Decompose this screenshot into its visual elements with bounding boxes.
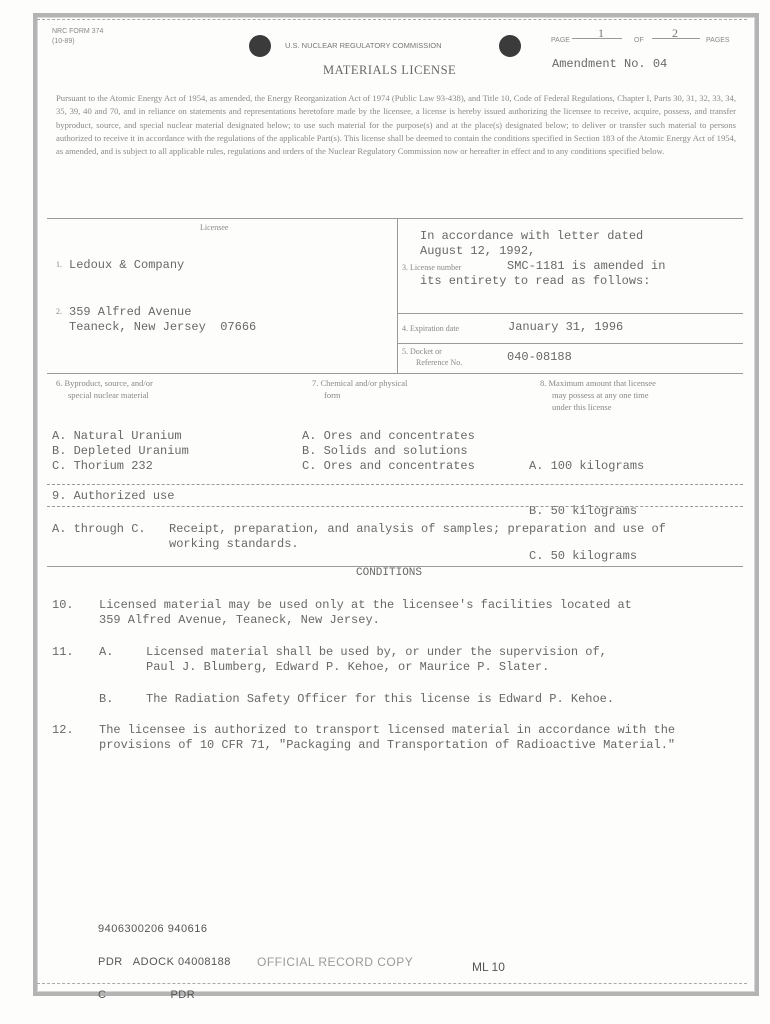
stamp-line3: C PDR [98,989,196,1001]
expiration-label: 4. Expiration date [402,324,460,333]
form-id [52,27,103,47]
amount-row: A. 100 kilograms [529,459,645,473]
condition-11a-label: A. [99,645,114,659]
condition-10-text [99,598,632,628]
condition-12-text [99,723,675,753]
form-row: B. Solids and solutions [302,444,468,458]
condition-10-line1: Licensed material may be used only at the licensee's facilities located at [99,598,632,612]
form-date: (10-89) [52,38,75,45]
header-form-line2: form [324,390,341,400]
licensee-name: Ledoux & Company [69,258,185,272]
authorized-use-heading: 9. Authorized use [52,489,175,503]
material-row: A. Natural Uranium [52,429,182,443]
preamble-text: Pursuant to the Atomic Energy Act of 1954, as amended, the Energy Reorganization Act of 1974 (Public Law 93-438), and Title 10, Code of Federal Regulations, Chapter I, Parts 30, 31, 32, 33, 34, 35, 39, 40 and 70, and in reliance on statements and representations heretofore made by the licensee, a license is hereby issued authorizing the licensee to receive, acquire, possess, and transfer byproduct, source, and special nuclear material designated below; to use such material for the purpose(s) and at the place(s) designated below; to deliver or transfer such material to persons authorized to receive it in accordance with the regulations of the applicable Part(s). This license shall be deemed to contain the conditions specified in Section 183 of the Atomic Energy Act of 1954, as amended, and is subject to all applicable rules, regulations and orders of the Nuclear Regulatory Commission now or hereafter in effect and to any conditions specified below. [56,93,736,157]
header-form-line1: 7. Chemical and/or physical [312,378,408,388]
license-number-value: SMC-1181 is amended in [507,259,666,273]
licensee-header: Licensee [200,223,229,232]
punch-hole-right [499,35,521,57]
condition-11a-line1: Licensed material shall be used by, or under the supervision of, [146,645,607,659]
form-row: C. Ores and concentrates [302,459,475,473]
pages-label: PAGES [706,37,730,44]
amendment-number: Amendment No. 04 [552,57,668,71]
rule-use-top [47,484,743,485]
stamp-line2: PDR ADOCK 04008188 [98,956,231,968]
material-column [52,429,189,474]
agency-name: U.S. NUCLEAR REGULATORY COMMISSION [285,41,442,50]
condition-11a-text [146,645,607,675]
condition-11b-text: The Radiation Safety Officer for this license is Edward P. Kehoe. [146,692,615,706]
docket-label [402,346,462,368]
condition-11-number: 11. [52,645,74,659]
condition-12-number: 12. [52,723,74,737]
border-pattern-top [37,19,747,22]
license-number-label: 3. License number [402,263,462,272]
ml-code: ML 10 [472,960,505,974]
docket-label-line1: 5. Docket or [402,347,442,356]
rule-expiration [397,313,743,314]
total-pages: 2 [672,26,678,40]
amount-column [529,429,644,579]
authorized-use-line2: working standards. [169,537,299,551]
page-number: 1 [598,26,604,40]
page-label: PAGE [551,37,570,44]
official-record-stamp: OFFICIAL RECORD COPY [257,955,414,969]
conditions-heading: CONDITIONS [356,567,423,579]
letter-reference-line2: August 12, 1992, [420,244,536,258]
header-amount [540,377,656,413]
form-column [302,429,475,474]
rule-use-bottom [47,506,743,507]
authorized-use-text [169,522,666,552]
material-row: B. Depleted Uranium [52,444,189,458]
punch-hole-left [249,35,271,57]
licensee-address-line1: 359 Alfred Avenue [69,305,192,319]
header-amount-line2: may possess at any one time [552,390,649,400]
header-amount-line3: under this license [552,402,612,412]
condition-12-line1: The licensee is authorized to transport licensed material in accordance with the [99,723,676,737]
letter-reference-line1: In accordance with letter dated [420,229,644,243]
header-material [56,377,153,401]
license-amendment-note: its entirety to read as follows: [420,274,651,288]
stamp-line1: 9406300206 940616 [98,923,208,935]
condition-10-line2: 359 Alfred Avenue, Teaneck, New Jersey. [99,613,380,627]
condition-11a-line2: Paul J. Blumberg, Edward P. Kehoe, or Maurice P. Slater. [146,660,550,674]
header-amount-line1: 8. Maximum amount that licensee [540,378,656,388]
rule-licensee-divider [397,218,398,373]
page-border [33,13,759,996]
form-row: A. Ores and concentrates [302,429,475,443]
page-line [572,38,622,39]
docket-number: 040-08188 [507,350,572,364]
licensee-address-line2: Teaneck, New Jersey 07666 [69,320,257,334]
licensee-name-number: 1. [56,260,62,269]
header-material-line2: special nuclear material [68,390,149,400]
of-label: OF [634,37,644,44]
authorized-use-label: A. through C. [52,522,146,536]
pdr-stamp [98,902,231,1012]
licensee-address-number: 2. [56,307,62,316]
form-number: NRC FORM 374 [52,28,104,35]
amount-row: B. 50 kilograms [529,504,638,518]
rule-materials-top [47,373,743,374]
rule-licensee-top [47,218,743,219]
amount-row: C. 50 kilograms [529,549,638,563]
condition-12-line2: provisions of 10 CFR 71, "Packaging and Transportation of Radioactive Material." [99,738,676,752]
condition-10-number: 10. [52,598,74,612]
material-row: C. Thorium 232 [52,459,153,473]
header-form [312,377,407,401]
document-title: MATERIALS LICENSE [323,63,457,77]
condition-11b-label: B. [99,692,114,706]
rule-docket [397,343,743,344]
expiration-date: January 31, 1996 [508,320,624,334]
docket-label-line2: Reference No. [416,358,463,367]
header-material-line1: 6. Byproduct, source, and/or [56,378,153,388]
authorized-use-line1: Receipt, preparation, and analysis of samples; preparation and use of [169,522,666,536]
